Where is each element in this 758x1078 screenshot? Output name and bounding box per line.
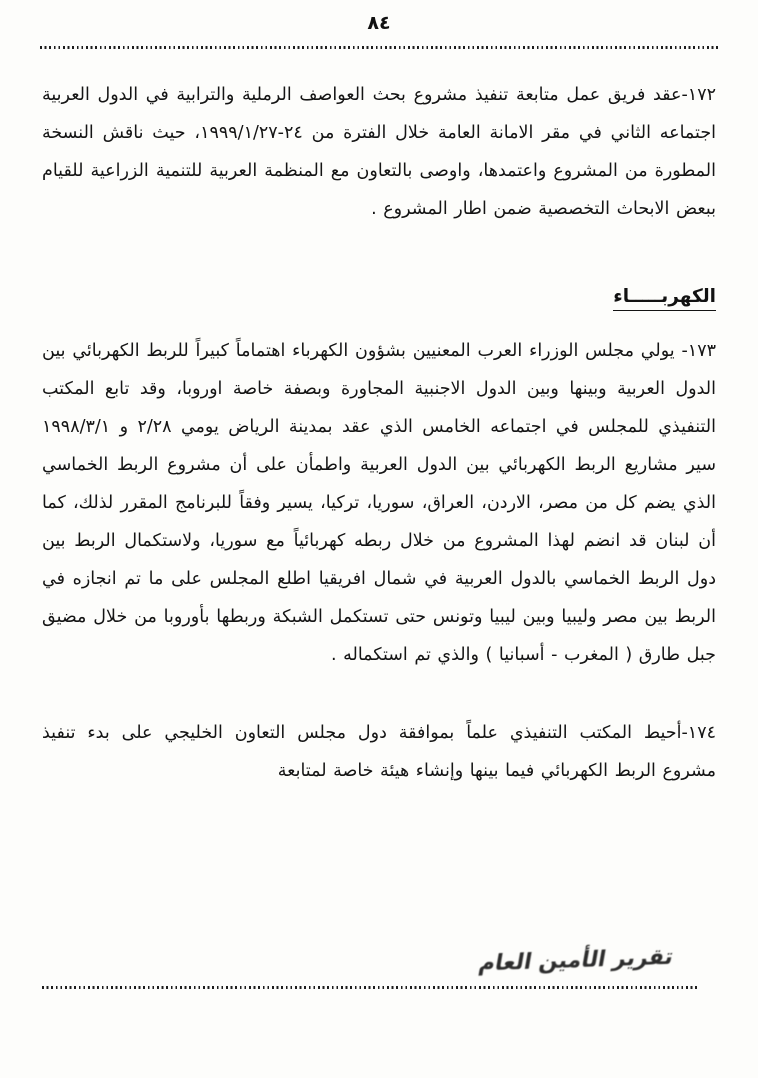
paragraph-172: ١٧٢-عقد فريق عمل متابعة تنفيذ مشروع بحث العواصف الرملية والترابية في الدول العربية اجتماعه الثاني في مقر الامانة العامة خلال الفترة من ٢٤-١٩٩٩/١/٢٧، حيث ناقش النسخة المطورة من المشروع واعتمدها، واوصى بالتعاون مع المنظمة العربية للتنمية الزراعية للقيام ببعض الابحاث التخصصية ضمن اطار المشروع . [42,85,716,219]
top-divider [40,46,718,49]
section-heading-electricity [42,278,716,316]
page-content [42,76,716,790]
handwritten-note: تقرير الأمين العام [476,944,676,977]
paragraph-173: ١٧٣- يولي مجلس الوزراء العرب المعنيين بشؤون الكهرباء اهتماماً كبيراً للربط الكهربائي بين الدول العربية وبينها وبين الدول الاجنبية المجاورة وبصفة خاصة اوروبا، وقد تابع المكتب التنفيذي للمجلس في اجتماعه الخامس الذي عقد بمدينة الرياض يومي ٢/٢٨ و ١٩٩٨/٣/١ سير مشاريع الربط الكهربائي بين الدول العربية واطمأن على أن مشروع الربط الخماسي الذي يضم كل من مصر، الاردن، العراق، سوريا، تركيا، يسير وفقاً للبرنامج المقرر لذلك، كما أن لبنان قد انضم لهذا المشروع من خلال ربطه كهربائياً مع سوريا، ولاستكمال الربط بين دول الربط الخماسي بالدول العربية في شمال افريقيا اطلع المجلس على ما تم انجازه في الربط بين مصر وليبيا وبين ليبيا وتونس حتى تستكمل الشبكة وربطها بأوروبا من خلال مضيق جبل طارق ( المغرب - أسبانيا ) والذي تم استكماله . [42,341,716,665]
section-heading-text: الكهربـــــاء [613,286,716,311]
paragraph-174: ١٧٤-أحيط المكتب التنفيذي علماً بموافقة دول مجلس التعاون الخليجي على بدء تنفيذ مشروع الربط الكهربائي فيما بينها وإنشاء هيئة خاصة لمتابعة [42,723,716,781]
page-number: ٨٤ [367,12,391,34]
bottom-divider [42,986,700,989]
